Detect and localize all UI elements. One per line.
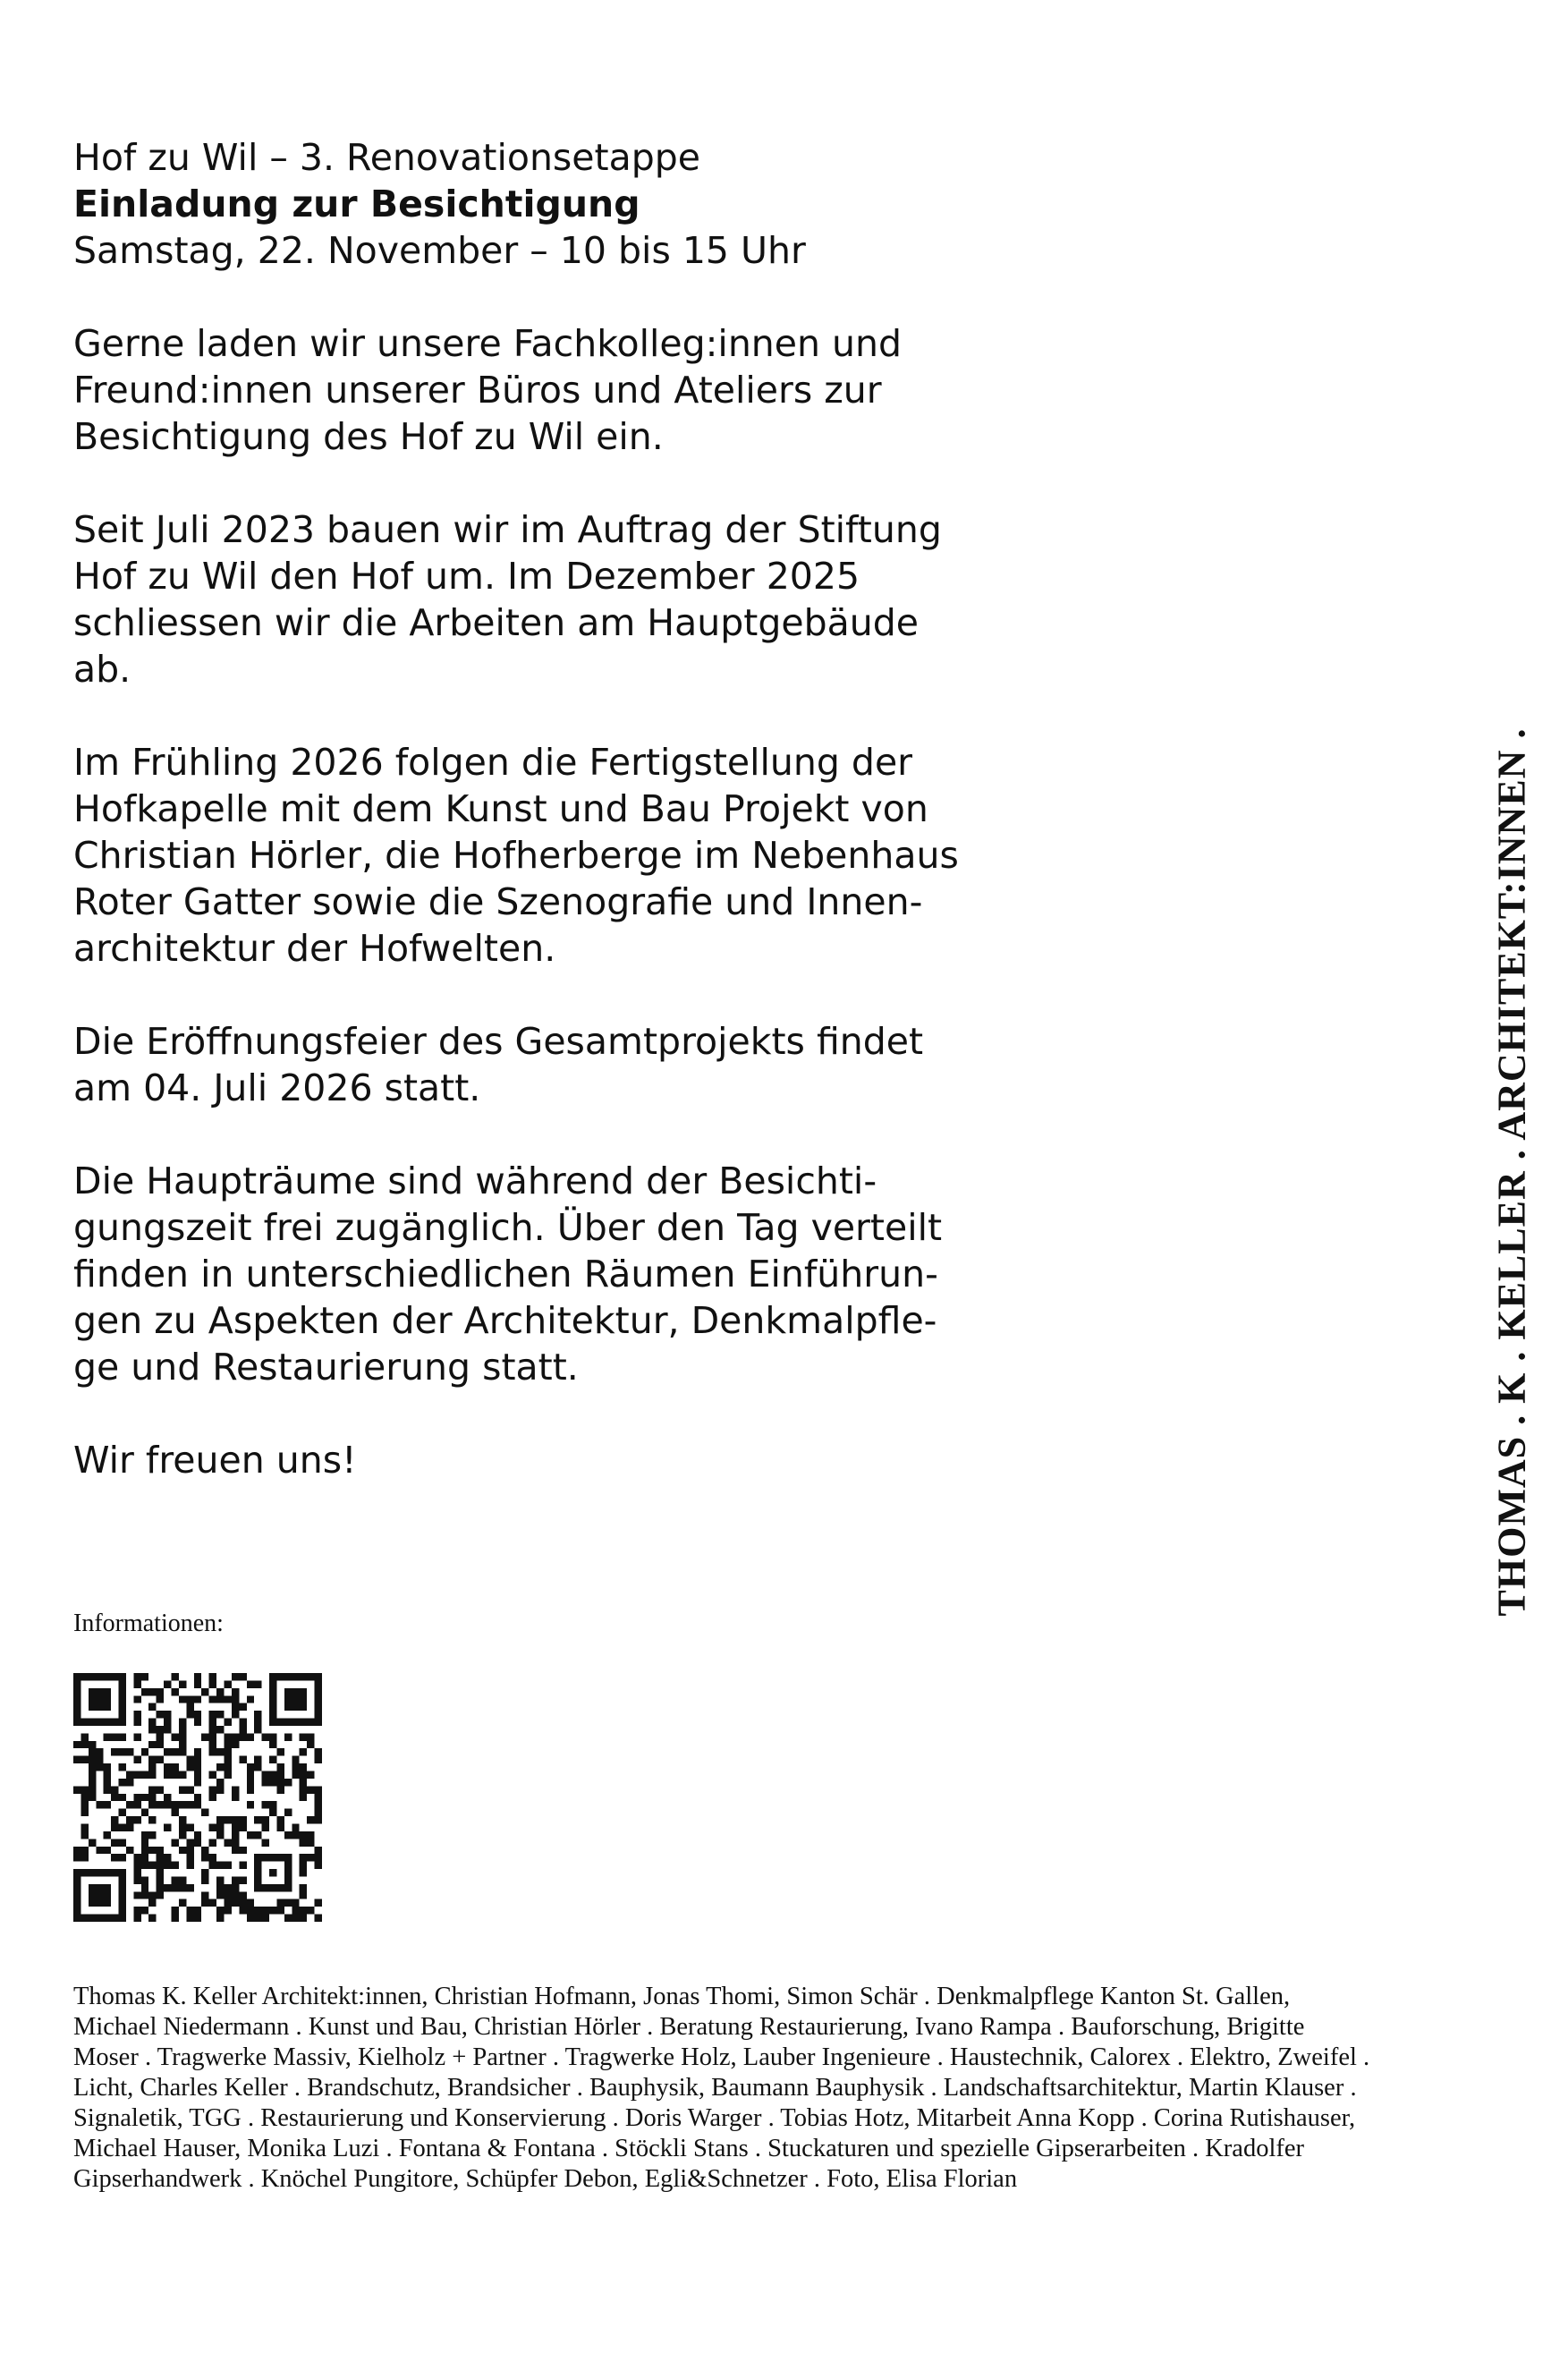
text-line: Hof zu Wil den Hof um. Im Dezember 2025 bbox=[73, 555, 860, 598]
text-line: Die Eröffnungsfeier des Gesamtprojekts findet bbox=[73, 1020, 924, 1063]
text-line: architektur der Hofwelten. bbox=[73, 927, 556, 970]
info-label: Informationen: bbox=[73, 1610, 224, 1637]
text-line: Gerne laden wir unsere Fachkolleg:innen und bbox=[73, 322, 903, 365]
text-line: am 04. Juli 2026 statt. bbox=[73, 1066, 481, 1109]
vertical-logo: THOMAS . K . KELLER . ARCHITEKT:INNEN . bbox=[1489, 727, 1534, 1617]
credits-line: Michael Hauser, Monika Luzi . Fontana & Fontana . Stöckli Stans . Stuckaturen und spezielle Gipserarbeiten . Kradolfer bbox=[73, 2135, 1305, 2162]
paragraph-opening bbox=[73, 1018, 1013, 1111]
text-line: Hofkapelle mit dem Kunst und Bau Projekt von bbox=[73, 787, 928, 830]
credits-line: Thomas K. Keller Architekt:innen, Christian Hofmann, Jonas Thomi, Simon Schär . Denkmalpflege Kanton St. Gallen, bbox=[73, 1983, 1291, 2010]
header-block bbox=[73, 134, 1013, 274]
text-line: ge und Restaurierung statt. bbox=[73, 1346, 579, 1389]
invitation-heading: Einladung zur Besichtigung bbox=[73, 183, 640, 225]
paragraph-spring bbox=[73, 739, 1013, 972]
credits-line: Michael Niedermann . Kunst und Bau, Christian Hörler . Beratung Restaurierung, Ivano Rampa . Bauforschung, Brigitte bbox=[73, 2013, 1305, 2041]
event-date: Samstag, 22. November – 10 bis 15 Uhr bbox=[73, 229, 806, 272]
credits-line: Signaletik, TGG . Restaurierung und Konservierung . Doris Warger . Tobias Hotz, Mitarbeit Anna Kopp . Corina Rutishauser, bbox=[73, 2104, 1356, 2132]
invitation-text bbox=[73, 134, 1013, 1530]
text-line: schliessen wir die Arbeiten am Hauptgebäude bbox=[73, 601, 919, 644]
text-line: Freund:innen unserer Büros und Ateliers zur bbox=[73, 369, 882, 412]
credits-line: Licht, Charles Keller . Brandschutz, Brandsicher . Bauphysik, Baumann Bauphysik . Landschaftsarchitektur, Martin Klauser . bbox=[73, 2074, 1357, 2102]
text-line: finden in unterschiedlichen Räumen Einführun- bbox=[73, 1253, 938, 1295]
paragraph-rooms bbox=[73, 1158, 1013, 1390]
text-line: Seit Juli 2023 bauen wir im Auftrag der Stiftung bbox=[73, 508, 942, 551]
text-line: Die Haupträume sind während der Besichti- bbox=[73, 1160, 877, 1202]
paragraph-closing bbox=[73, 1437, 1013, 1483]
vertical-logo-container bbox=[1480, 727, 1543, 1617]
text-line: Im Frühling 2026 folgen die Fertigstellung der bbox=[73, 741, 913, 784]
text-line: Roter Gatter sowie die Szenografie und Innen- bbox=[73, 880, 923, 923]
text-line: ab. bbox=[73, 648, 131, 691]
qr-code-icon[interactable] bbox=[73, 1673, 322, 1922]
text-line: Besichtigung des Hof zu Wil ein. bbox=[73, 415, 664, 458]
text-line: Wir freuen uns! bbox=[73, 1439, 357, 1482]
paragraph-construction bbox=[73, 506, 1013, 692]
credits bbox=[73, 1982, 1504, 2195]
text-line: gen zu Aspekten der Architektur, Denkmalpfle- bbox=[73, 1299, 937, 1342]
event-title: Hof zu Wil – 3. Renovationsetappe bbox=[73, 136, 700, 179]
credits-line: Moser . Tragwerke Massiv, Kielholz + Partner . Tragwerke Holz, Lauber Ingenieure . Haustechnik, Calorex . Elektro, Zweifel . bbox=[73, 2043, 1370, 2071]
text-line: gungszeit frei zugänglich. Über den Tag verteilt bbox=[73, 1206, 943, 1249]
text-line: Christian Hörler, die Hofherberge im Nebenhaus bbox=[73, 834, 959, 877]
paragraph-intro bbox=[73, 320, 1013, 460]
credits-line: Gipserhandwerk . Knöchel Pungitore, Schüpfer Debon, Egli&Schnetzer . Foto, Elisa Florian bbox=[73, 2165, 1018, 2193]
